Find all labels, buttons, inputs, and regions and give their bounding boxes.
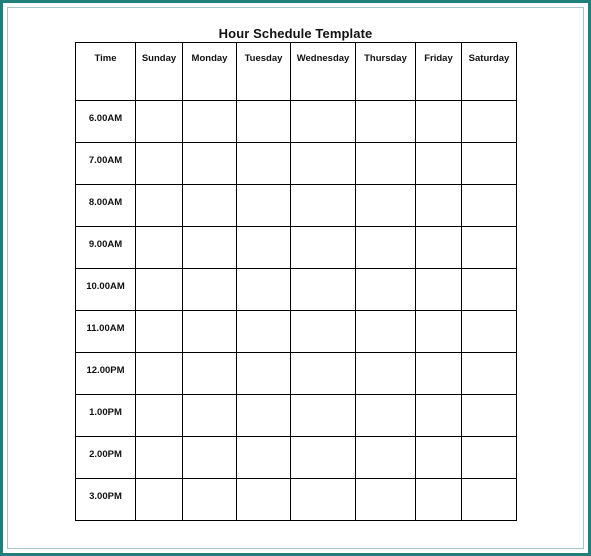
schedule-cell-monday[interactable]: [183, 437, 237, 479]
time-cell: 12.00PM: [76, 353, 136, 395]
schedule-cell-tuesday[interactable]: [237, 143, 291, 185]
schedule-cell-saturday[interactable]: [462, 227, 517, 269]
table-row: [76, 353, 517, 395]
table-row: [76, 479, 517, 521]
schedule-cell-friday[interactable]: [416, 227, 462, 269]
schedule-cell-saturday[interactable]: [462, 101, 517, 143]
time-cell: 7.00AM: [76, 143, 136, 185]
schedule-table: [75, 42, 517, 521]
schedule-cell-monday[interactable]: [183, 353, 237, 395]
schedule-cell-tuesday[interactable]: [237, 101, 291, 143]
schedule-cell-wednesday[interactable]: [291, 143, 356, 185]
schedule-cell-monday[interactable]: [183, 479, 237, 521]
schedule-cell-thursday[interactable]: [356, 227, 416, 269]
schedule-cell-thursday[interactable]: [356, 311, 416, 353]
schedule-cell-tuesday[interactable]: [237, 185, 291, 227]
time-cell: 9.00AM: [76, 227, 136, 269]
time-cell: 3.00PM: [76, 479, 136, 521]
time-cell: 6.00AM: [76, 101, 136, 143]
time-cell: 1.00PM: [76, 395, 136, 437]
column-header-thursday: Thursday: [356, 43, 416, 101]
schedule-cell-friday[interactable]: [416, 311, 462, 353]
schedule-cell-wednesday[interactable]: [291, 227, 356, 269]
schedule-body: [76, 101, 517, 521]
table-row: [76, 311, 517, 353]
schedule-cell-monday[interactable]: [183, 395, 237, 437]
schedule-cell-thursday[interactable]: [356, 185, 416, 227]
schedule-cell-wednesday[interactable]: [291, 185, 356, 227]
schedule-cell-tuesday[interactable]: [237, 227, 291, 269]
schedule-cell-sunday[interactable]: [136, 143, 183, 185]
table-row: [76, 227, 517, 269]
schedule-cell-sunday[interactable]: [136, 269, 183, 311]
schedule-cell-monday[interactable]: [183, 185, 237, 227]
schedule-cell-wednesday[interactable]: [291, 269, 356, 311]
schedule-cell-tuesday[interactable]: [237, 269, 291, 311]
schedule-cell-monday[interactable]: [183, 143, 237, 185]
time-cell: 11.00AM: [76, 311, 136, 353]
schedule-cell-wednesday[interactable]: [291, 311, 356, 353]
header-row: [76, 43, 517, 101]
schedule-cell-sunday[interactable]: [136, 437, 183, 479]
table-row: [76, 101, 517, 143]
schedule-cell-tuesday[interactable]: [237, 395, 291, 437]
table-row: [76, 143, 517, 185]
page-title: Hour Schedule Template: [218, 26, 373, 41]
schedule-cell-thursday[interactable]: [356, 437, 416, 479]
schedule-cell-tuesday[interactable]: [237, 311, 291, 353]
table-row: [76, 437, 517, 479]
schedule-cell-tuesday[interactable]: [237, 479, 291, 521]
schedule-cell-saturday[interactable]: [462, 185, 517, 227]
schedule-cell-sunday[interactable]: [136, 185, 183, 227]
schedule-cell-wednesday[interactable]: [291, 353, 356, 395]
schedule-cell-friday[interactable]: [416, 269, 462, 311]
schedule-cell-thursday[interactable]: [356, 143, 416, 185]
column-header-monday: Monday: [183, 43, 237, 101]
schedule-cell-monday[interactable]: [183, 269, 237, 311]
schedule-cell-thursday[interactable]: [356, 353, 416, 395]
schedule-cell-wednesday[interactable]: [291, 479, 356, 521]
column-header-saturday: Saturday: [462, 43, 517, 101]
schedule-cell-friday[interactable]: [416, 101, 462, 143]
schedule-cell-saturday[interactable]: [462, 269, 517, 311]
schedule-cell-monday[interactable]: [183, 227, 237, 269]
schedule-cell-wednesday[interactable]: [291, 395, 356, 437]
table-row: [76, 185, 517, 227]
schedule-cell-sunday[interactable]: [136, 353, 183, 395]
schedule-cell-friday[interactable]: [416, 353, 462, 395]
column-header-tuesday: Tuesday: [237, 43, 291, 101]
schedule-cell-saturday[interactable]: [462, 311, 517, 353]
schedule-cell-thursday[interactable]: [356, 479, 416, 521]
schedule-cell-friday[interactable]: [416, 143, 462, 185]
table-row: [76, 269, 517, 311]
schedule-cell-thursday[interactable]: [356, 269, 416, 311]
schedule-cell-saturday[interactable]: [462, 353, 517, 395]
column-header-time: Time: [76, 43, 136, 101]
column-header-sunday: Sunday: [136, 43, 183, 101]
schedule-cell-saturday[interactable]: [462, 395, 517, 437]
schedule-cell-tuesday[interactable]: [237, 353, 291, 395]
schedule-cell-friday[interactable]: [416, 479, 462, 521]
schedule-cell-friday[interactable]: [416, 395, 462, 437]
time-cell: 2.00PM: [76, 437, 136, 479]
schedule-cell-sunday[interactable]: [136, 311, 183, 353]
schedule-cell-sunday[interactable]: [136, 395, 183, 437]
schedule-cell-wednesday[interactable]: [291, 101, 356, 143]
column-header-friday: Friday: [416, 43, 462, 101]
time-cell: 8.00AM: [76, 185, 136, 227]
schedule-cell-thursday[interactable]: [356, 395, 416, 437]
schedule-cell-friday[interactable]: [416, 185, 462, 227]
schedule-cell-thursday[interactable]: [356, 101, 416, 143]
schedule-cell-monday[interactable]: [183, 311, 237, 353]
column-header-wednesday: Wednesday: [291, 43, 356, 101]
schedule-cell-sunday[interactable]: [136, 227, 183, 269]
time-cell: 10.00AM: [76, 269, 136, 311]
schedule-cell-saturday[interactable]: [462, 437, 517, 479]
schedule-cell-monday[interactable]: [183, 101, 237, 143]
schedule-cell-sunday[interactable]: [136, 101, 183, 143]
schedule-cell-saturday[interactable]: [462, 143, 517, 185]
schedule-cell-sunday[interactable]: [136, 479, 183, 521]
schedule-cell-tuesday[interactable]: [237, 437, 291, 479]
schedule-cell-friday[interactable]: [416, 437, 462, 479]
schedule-cell-saturday[interactable]: [462, 479, 517, 521]
schedule-cell-wednesday[interactable]: [291, 437, 356, 479]
table-row: [76, 395, 517, 437]
